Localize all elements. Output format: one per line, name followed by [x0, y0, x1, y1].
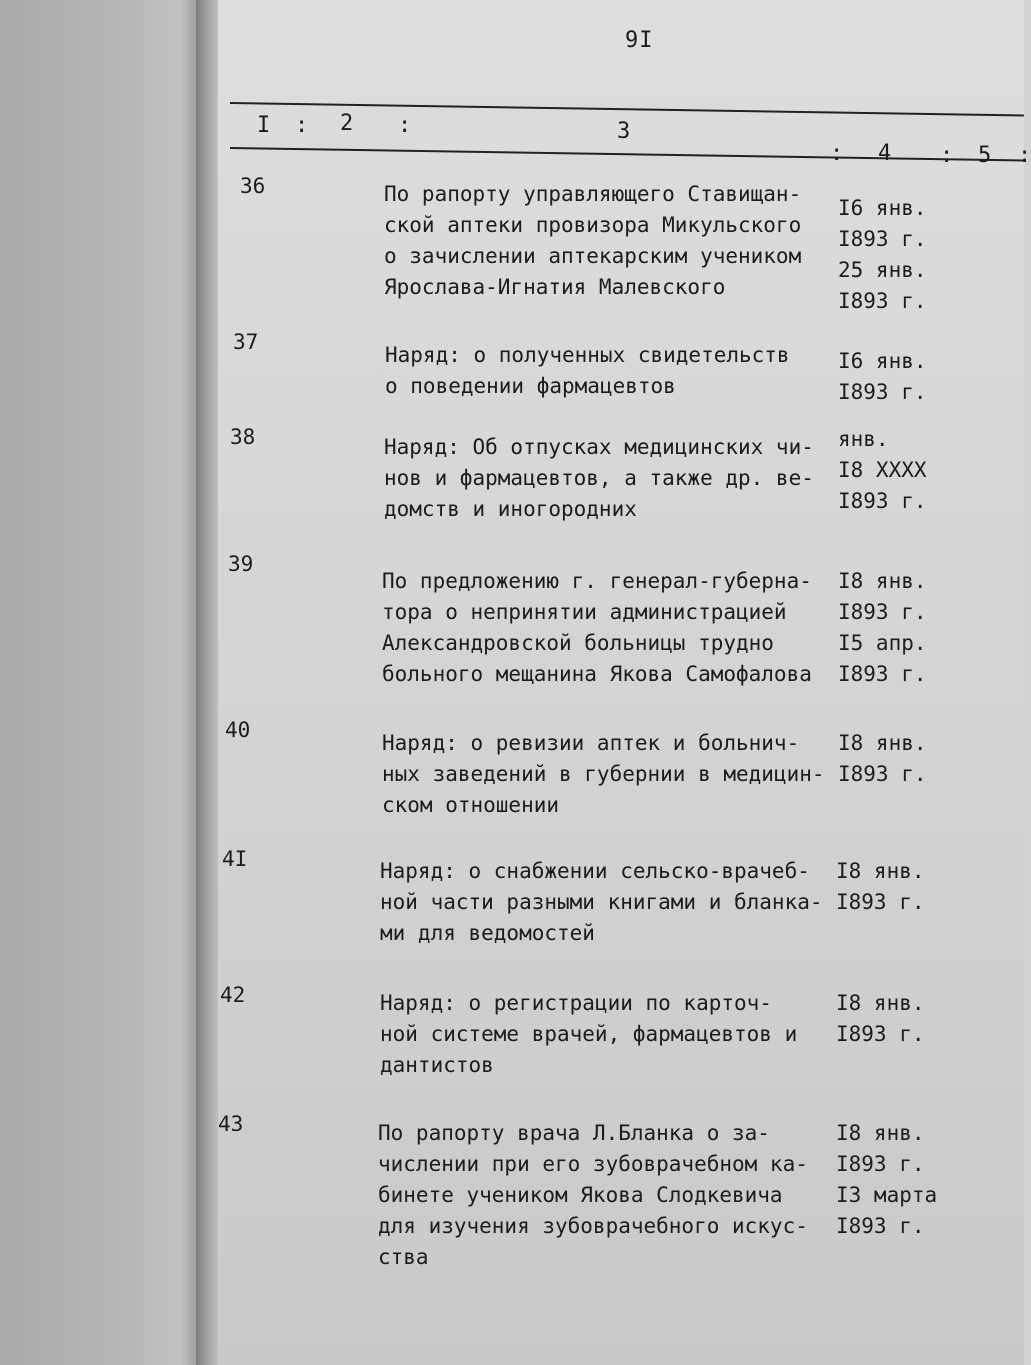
date-line: I893 г. [836, 890, 925, 914]
description-line: Александровской больницы трудно [382, 631, 774, 655]
column-header-2: 2 [340, 111, 354, 136]
column-separator: : [940, 143, 954, 168]
column-header-3: 3 [617, 119, 631, 144]
description-line: бинете учеником Якова Слодкевича [378, 1183, 783, 1207]
date-line: I893 г. [838, 289, 927, 313]
date-line: I893 г. [838, 600, 927, 624]
date-line: I893 г. [838, 380, 927, 404]
column-header-1: I [257, 113, 271, 138]
description-line: тора о непринятии администрацией [382, 600, 787, 624]
entry-description [384, 432, 814, 525]
date-line: I8 янв. [836, 1121, 925, 1145]
date-line: I5 апр. [838, 631, 927, 655]
date-line: I3 марта [836, 1183, 938, 1207]
column-separator: : [830, 141, 844, 166]
entry-dates [838, 566, 927, 690]
date-line: I893 г. [836, 1152, 925, 1176]
entry-description [382, 728, 825, 821]
description-line: Наряд: о ревизии аптек и больнич- [382, 731, 800, 755]
description-line: По предложению г. генерал-губерна- [382, 569, 812, 593]
date-line: I8 янв. [838, 569, 927, 593]
description-line: ской аптеки провизора Микульского [384, 213, 802, 237]
date-line: I8 янв. [838, 731, 927, 755]
entry-dates [836, 856, 925, 918]
entry-dates [838, 346, 927, 408]
description-line: числении при его зубоврачебном ка- [378, 1152, 808, 1176]
description-line: дантистов [380, 1053, 494, 1077]
description-line: По рапорту врача Л.Бланка о за- [378, 1121, 770, 1145]
facing-page [0, 0, 205, 1365]
description-line: для изучения зубоврачебного искус- [378, 1214, 808, 1238]
date-line: 25 янв. [838, 258, 927, 282]
description-line: ных заведений в губернии в медицин- [382, 762, 825, 786]
column-separator: : [398, 113, 412, 138]
description-line: о зачислении аптекарским учеником [384, 244, 802, 268]
description-line: Ярослава-Игнатия Малевского [384, 275, 726, 299]
date-line: I6 янв. [838, 349, 927, 373]
date-line: I893 г. [838, 662, 927, 686]
date-line: I893 г. [838, 227, 927, 251]
description-line: о поведении фармацевтов [385, 374, 676, 398]
entry-description [384, 179, 801, 303]
entry-dates [838, 424, 927, 517]
entry-number: 39 [228, 552, 254, 576]
entry-description [385, 340, 790, 402]
entry-number: 40 [225, 718, 251, 742]
entry-dates [836, 988, 925, 1050]
entry-number: 38 [230, 425, 256, 449]
description-line: больного мещанина Якова Самофалова [382, 662, 812, 686]
entry-dates [838, 728, 927, 790]
entry-number: 43 [218, 1112, 244, 1136]
description-line: Наряд: о снабжении сельско-врачеб- [380, 859, 810, 883]
entry-dates [838, 193, 927, 317]
description-line: нов и фармацевтов, а также др. ве- [384, 466, 814, 490]
date-line: I893 г. [836, 1214, 925, 1238]
entry-number: 37 [233, 330, 259, 354]
column-separator: : [295, 113, 309, 138]
entry-number: 4I [222, 847, 248, 871]
entry-description [378, 1118, 808, 1273]
entry-number: 42 [220, 983, 246, 1007]
description-line: ной системе врачей, фармацевтов и [380, 1022, 798, 1046]
description-line: Наряд: о полученных свидетельств [385, 343, 790, 367]
description-line: домств и иногородних [384, 497, 637, 521]
date-line: I893 г. [838, 762, 927, 786]
description-line: Наряд: Об отпусках медицинских чи- [384, 435, 814, 459]
entry-number: 36 [240, 174, 266, 198]
date-line: I6 янв. [838, 196, 927, 220]
description-line: Наряд: о регистрации по карточ- [380, 991, 772, 1015]
description-line: ми для ведомостей [380, 921, 595, 945]
date-line: янв. [838, 427, 889, 451]
column-separator: : [1018, 143, 1031, 168]
description-line: По рапорту управляющего Ставищан- [384, 182, 802, 206]
entry-dates [836, 1118, 937, 1242]
date-line: I8 янв. [836, 859, 925, 883]
entry-description [380, 988, 797, 1081]
entry-description [380, 856, 823, 949]
description-line: ной части разными книгами и бланка- [380, 890, 823, 914]
column-header-5: 5 [978, 143, 992, 168]
date-line: I893 г. [836, 1022, 925, 1046]
page-number: 9I [625, 28, 654, 53]
entry-description [382, 566, 812, 690]
column-header-4: 4 [878, 141, 892, 166]
date-line: I8 янв. [836, 991, 925, 1015]
date-line: I8 XXXX [838, 458, 927, 482]
description-line: ском отношении [382, 793, 560, 817]
description-line: ства [378, 1245, 429, 1269]
date-line: I893 г. [838, 489, 927, 513]
